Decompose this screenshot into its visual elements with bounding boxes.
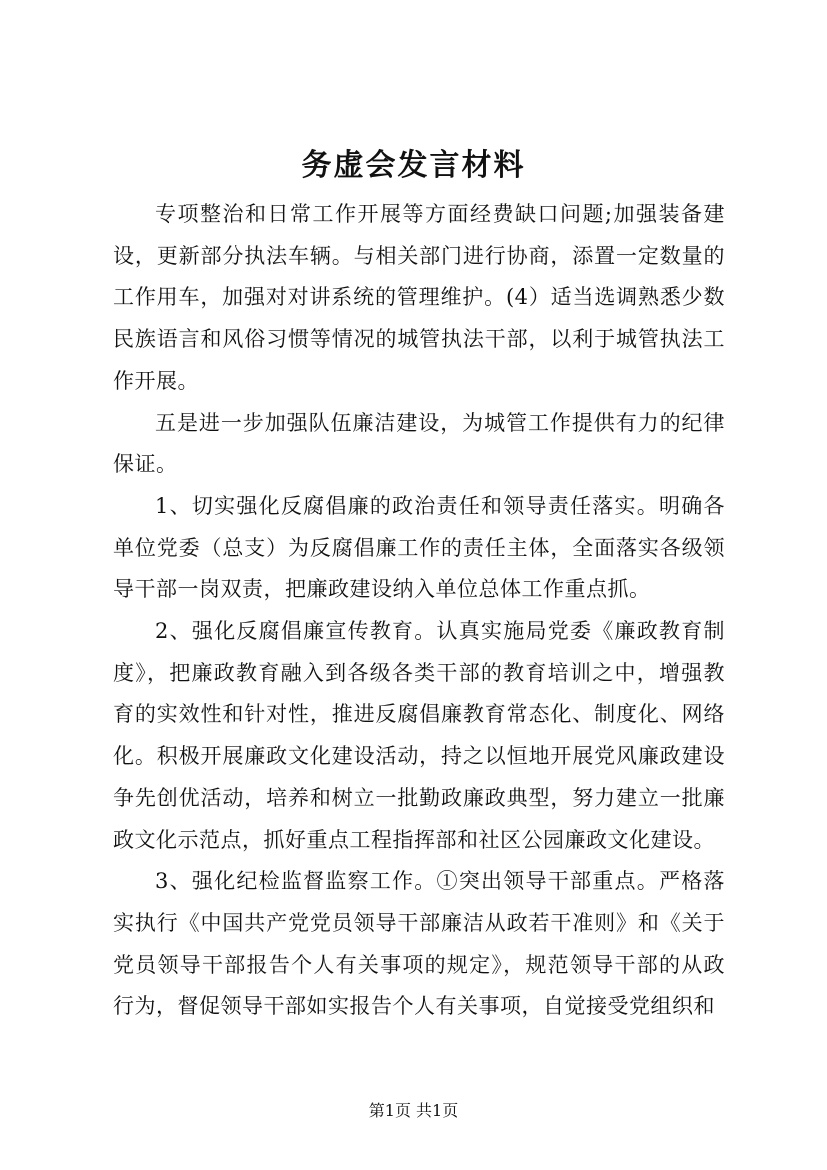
paragraph: 五是进一步加强队伍廉洁建设，为城管工作提供有力的纪律保证。: [113, 410, 725, 477]
document-title: 务虚会发言材料: [301, 148, 526, 183]
paragraph: 2、强化反腐倡廉宣传教育。认真实施局党委《廉政教育制度》，把廉政教育融入到各级各类干部的教育培训之中，增强教育的实效性和针对性，推进反腐倡廉教育常态化、制度化、网络化。积极开展廉政文化建设活动，持之以恒地开展党风廉政建设争先创优活动，培养和树立一批勤政廉政典型，努力建立一批廉政文化示范点，抓好重点工程指挥部和社区公园廉政文化建设。: [113, 619, 725, 852]
page-number-footer: 第1页 共1页: [368, 1101, 459, 1120]
paragraph: 专项整治和日常工作开展等方面经费缺口问题;加强装备建设，更新部分执法车辆。与相关部门进行协商，添置一定数量的工作用车，加强对对讲系统的管理维护。(4）适当选调熟悉少数民族语言和风俗习惯等情况的城管执法干部，以利于城管执法工作开展。: [113, 202, 725, 393]
paragraph: 1、切实强化反腐倡廉的政治责任和领导责任落实。明确各单位党委（总支）为反腐倡廉工作的责任主体，全面落实各级领导干部一岗双责，把廉政建设纳入单位总体工作重点抓。: [113, 493, 725, 602]
document-body: [113, 194, 725, 1028]
paragraph: 3、强化纪检监督监察工作。①突出领导干部重点。严格落实执行《中国共产党党员领导干部廉洁从政若干准则》和《关于党员领导干部报告个人有关事项的规定》，规范领导干部的从政行为，督促领导干部如实报告个人有关事项，自觉接受党组织和: [113, 869, 725, 1019]
